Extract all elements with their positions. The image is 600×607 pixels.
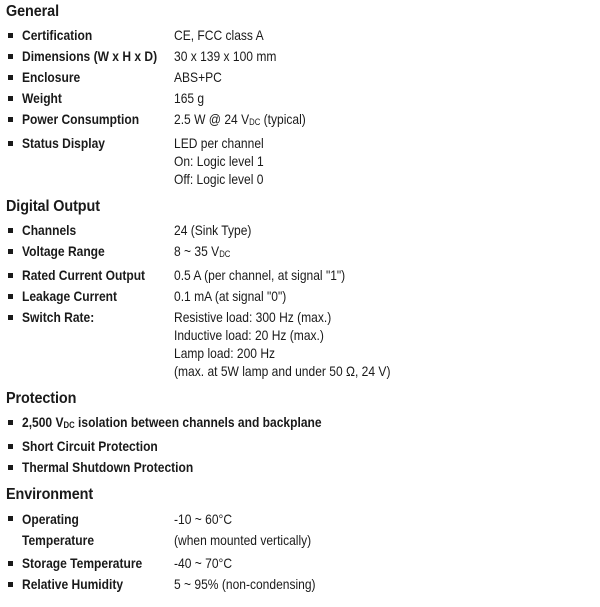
spec-value-line: Resistive load: 300 Hz (max.)	[174, 309, 332, 325]
spec-label: Switch Rate:	[22, 309, 95, 325]
spec-value-line: Lamp load: 200 Hz	[174, 345, 276, 361]
label-text: isolation between channels and backplane	[74, 414, 322, 430]
section-title-digital-output: Digital Output	[6, 198, 100, 215]
spec-value-line	[174, 242, 540, 263]
spec-value-line: -40 ~ 70°C	[174, 555, 233, 571]
spec-row-dimensions	[6, 47, 600, 65]
spec-value-line	[174, 110, 540, 131]
protection-label: Short Circuit Protection	[22, 438, 158, 454]
spec-row-certification	[6, 26, 600, 44]
spec-value	[174, 134, 540, 188]
spec-row-storage-temperature	[6, 554, 600, 572]
spec-value	[174, 509, 540, 551]
spec-label: Storage Temperature	[22, 555, 143, 571]
spec-row-leakage-current	[6, 287, 600, 305]
section-title-environment: Environment	[6, 486, 94, 503]
spec-label: Relative Humidity	[22, 576, 124, 592]
spec-row-switch-rate	[6, 308, 600, 380]
spec-row-rated-current-output	[6, 266, 600, 284]
spec-value	[174, 554, 540, 572]
spec-row-power-consumption	[6, 110, 600, 131]
spec-row-channels	[6, 221, 600, 239]
spec-value-line: -10 ~ 60°C	[174, 511, 233, 527]
spec-value	[174, 287, 540, 305]
spec-label: Channels	[22, 222, 77, 238]
spec-label: Dimensions (W x H x D)	[22, 48, 158, 64]
spec-value	[174, 575, 540, 593]
protection-label: Thermal Shutdown Protection	[22, 459, 194, 475]
spec-value	[174, 47, 540, 65]
section-title-protection: Protection	[6, 390, 77, 407]
spec-label: Leakage Current	[22, 288, 118, 304]
spec-value-line: Inductive load: 20 Hz (max.)	[174, 327, 324, 343]
spec-value-line: Off: Logic level 0	[174, 171, 264, 187]
subscript-dc: DC	[249, 117, 261, 127]
spec-value	[174, 68, 540, 86]
spec-value	[174, 221, 540, 239]
protection-label	[22, 413, 519, 434]
spec-label-line: Operating	[22, 511, 79, 527]
spec-label: Enclosure	[22, 69, 81, 85]
spec-label	[22, 509, 153, 551]
spec-label: Power Consumption	[22, 111, 140, 127]
spec-value	[174, 89, 540, 107]
spec-value-line: (max. at 5W lamp and under 50 Ω, 24 V)	[174, 363, 391, 379]
spec-row-weight	[6, 89, 600, 107]
spec-value-line: 165 g	[174, 90, 205, 106]
spec-value	[174, 242, 540, 263]
value-text: (typical)	[260, 111, 306, 127]
spec-value	[174, 110, 540, 131]
value-text: 8 ~ 35 V	[174, 243, 220, 259]
spec-row-voltage-range	[6, 242, 600, 263]
spec-value	[174, 308, 540, 380]
label-text: 2,500 V	[22, 414, 64, 430]
spec-label: Status Display	[22, 135, 105, 151]
spec-value-line: CE, FCC class A	[174, 27, 264, 43]
spec-row-status-display	[6, 134, 600, 188]
spec-value-line: 0.5 A (per channel, at signal "1")	[174, 267, 346, 283]
spec-row-relative-humidity	[6, 575, 600, 593]
spec-value-line: 0.1 mA (at signal "0")	[174, 288, 287, 304]
protection-item-isolation	[6, 413, 600, 434]
spec-label-line: Temperature	[22, 532, 95, 548]
section-protection	[6, 390, 600, 476]
spec-label: Rated Current Output	[22, 267, 146, 283]
spec-row-operating-temperature	[6, 509, 600, 551]
spec-label: Voltage Range	[22, 243, 105, 259]
section-digital-output	[6, 198, 600, 380]
spec-value-line: (when mounted vertically)	[174, 532, 312, 548]
value-text: 2.5 W @ 24 V	[174, 111, 250, 127]
section-title-general: General	[6, 3, 60, 20]
spec-row-enclosure	[6, 68, 600, 86]
protection-item-thermal-shutdown	[6, 458, 600, 476]
spec-value-line: 5 ~ 95% (non-condensing)	[174, 576, 316, 592]
spec-value-line: 30 x 139 x 100 mm	[174, 48, 277, 64]
protection-item-short-circuit	[6, 437, 600, 455]
spec-value	[174, 266, 540, 284]
spec-label: Weight	[22, 90, 62, 106]
spec-value-line: On: Logic level 1	[174, 153, 264, 169]
subscript-dc: DC	[63, 420, 75, 430]
spec-value-line: LED per channel	[174, 135, 264, 151]
spec-value-line: 24 (Sink Type)	[174, 222, 252, 238]
subscript-dc: DC	[219, 249, 231, 259]
section-general	[6, 3, 600, 188]
section-environment	[6, 486, 600, 593]
spec-value-line: ABS+PC	[174, 69, 222, 85]
spec-label: Certification	[22, 27, 93, 43]
spec-value	[174, 26, 540, 44]
